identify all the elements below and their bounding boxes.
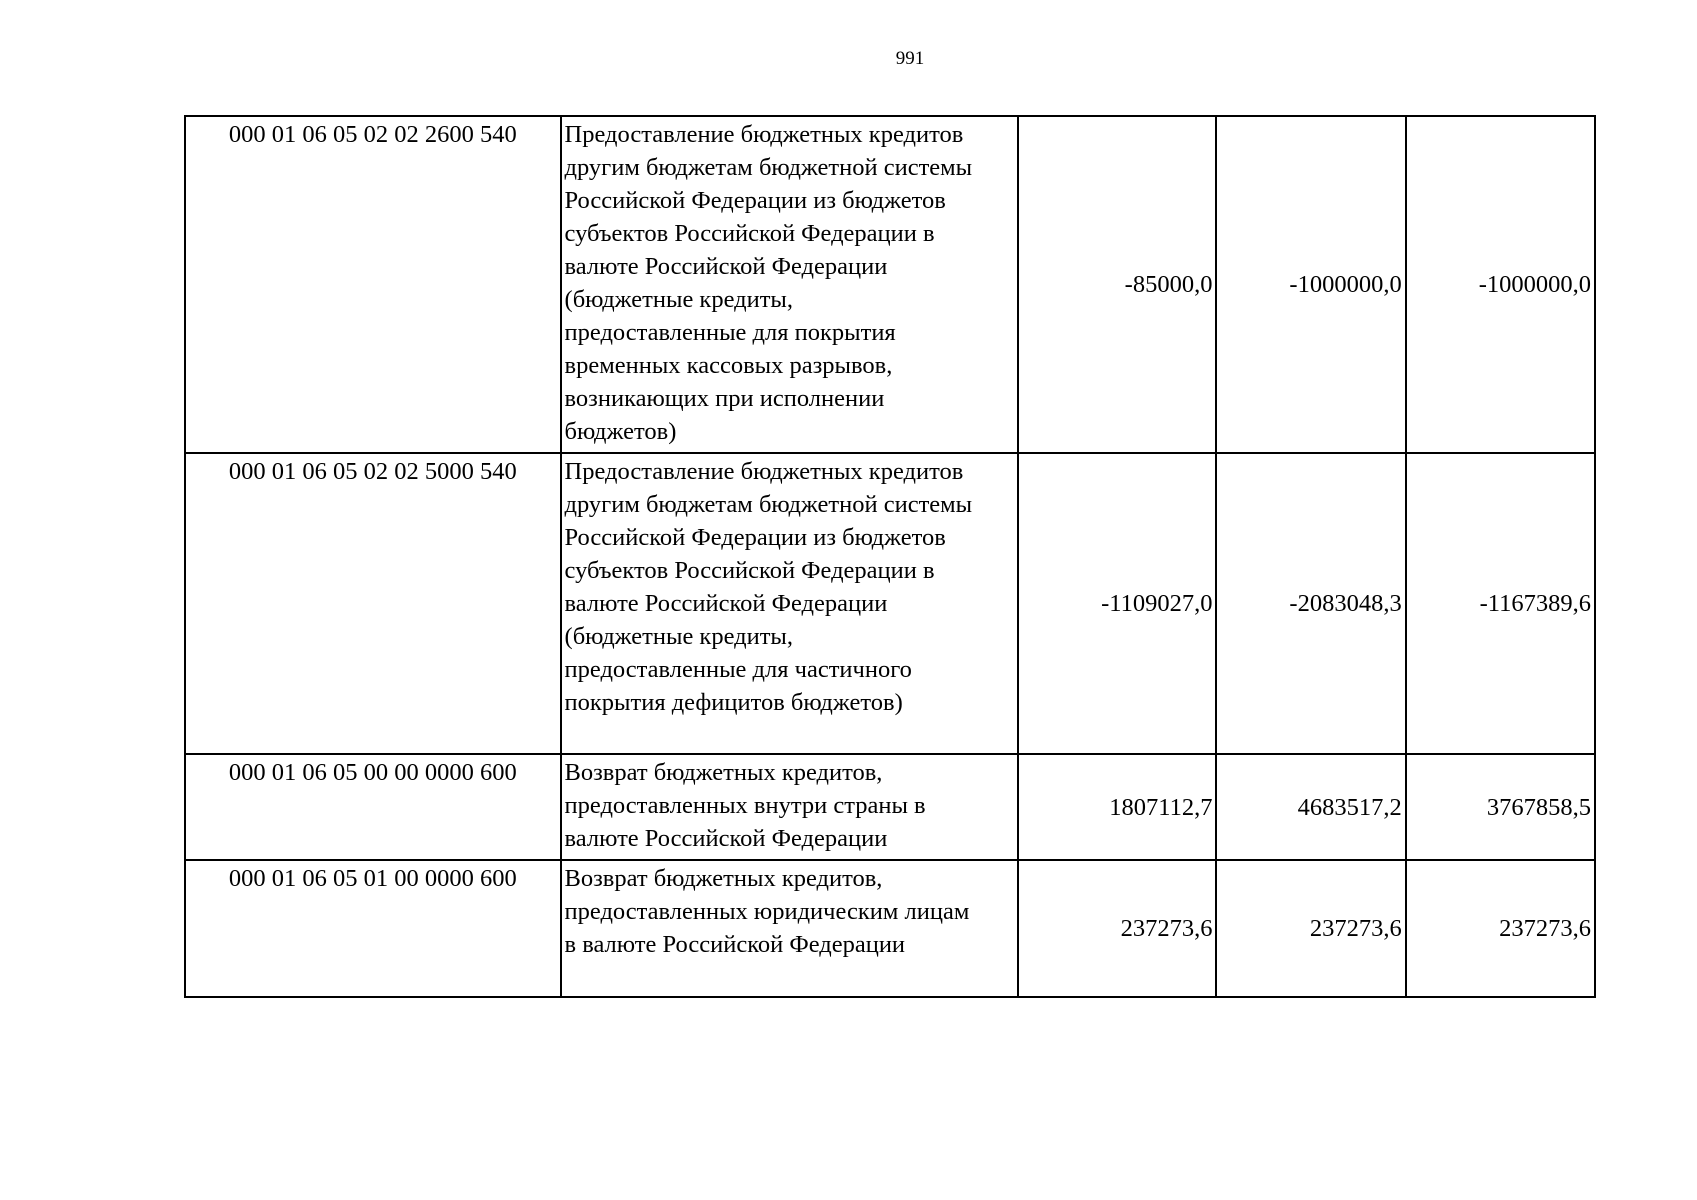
description-cell xyxy=(561,754,1019,860)
amount-cell-1: 1807112,7 xyxy=(1018,754,1216,860)
amount-cell-2: -1000000,0 xyxy=(1216,116,1405,453)
description-line: валюте Российской Федерации xyxy=(564,590,888,617)
table-row xyxy=(185,754,1595,860)
budget-code-cell: 000 01 06 05 02 02 5000 540 xyxy=(185,453,561,754)
amount-cell-3: 3767858,5 xyxy=(1406,754,1595,860)
description-line: Российской Федерации из бюджетов xyxy=(564,524,946,551)
description-line: Возврат бюджетных кредитов, xyxy=(564,865,883,892)
description-line: другим бюджетам бюджетной системы xyxy=(564,491,973,518)
description-line: покрытия дефицитов бюджетов) xyxy=(564,689,903,716)
description-line: предоставленных внутри страны в xyxy=(564,792,926,819)
description-line: Возврат бюджетных кредитов, xyxy=(564,759,883,786)
description-line: предоставленные для покрытия xyxy=(564,319,896,346)
budget-code-cell: 000 01 06 05 02 02 2600 540 xyxy=(185,116,561,453)
amount-cell-3: 237273,6 xyxy=(1406,860,1595,997)
description-line: субъектов Российской Федерации в xyxy=(564,557,935,584)
description-line: бюджетов) xyxy=(564,418,677,445)
description-line: валюте Российской Федерации xyxy=(564,825,888,852)
amount-cell-2: 237273,6 xyxy=(1216,860,1405,997)
description-line: Предоставление бюджетных кредитов xyxy=(564,121,964,148)
budget-table-body xyxy=(185,116,1595,997)
amount-cell-2: -2083048,3 xyxy=(1216,453,1405,754)
description-line: (бюджетные кредиты, xyxy=(564,286,794,313)
amount-cell-3: -1000000,0 xyxy=(1406,116,1595,453)
description-line: (бюджетные кредиты, xyxy=(564,623,794,650)
budget-table xyxy=(184,115,1596,998)
description-cell xyxy=(561,453,1019,754)
description-line: Предоставление бюджетных кредитов xyxy=(564,458,964,485)
table-row xyxy=(185,453,1595,754)
description-line: временных кассовых разрывов, xyxy=(564,352,893,379)
table-row xyxy=(185,860,1595,997)
description-line: в валюте Российской Федерации xyxy=(564,931,906,958)
description-line: Российской Федерации из бюджетов xyxy=(564,187,946,214)
description-line: предоставленных юридическим лицам xyxy=(564,898,970,925)
description-cell xyxy=(561,860,1019,997)
description-line: валюте Российской Федерации xyxy=(564,253,888,280)
description-cell xyxy=(561,116,1019,453)
amount-cell-3: -1167389,6 xyxy=(1406,453,1595,754)
description-line: другим бюджетам бюджетной системы xyxy=(564,154,973,181)
amount-cell-2: 4683517,2 xyxy=(1216,754,1405,860)
description-line: субъектов Российской Федерации в xyxy=(564,220,935,247)
amount-cell-1: -85000,0 xyxy=(1018,116,1216,453)
page-number: 991 xyxy=(895,48,925,69)
description-line: предоставленные для частичного xyxy=(564,656,912,683)
description-line: возникающих при исполнении xyxy=(564,385,885,412)
table-row xyxy=(185,116,1595,453)
budget-code-cell: 000 01 06 05 00 00 0000 600 xyxy=(185,754,561,860)
amount-cell-1: -1109027,0 xyxy=(1018,453,1216,754)
budget-code-cell: 000 01 06 05 01 00 0000 600 xyxy=(185,860,561,997)
amount-cell-1: 237273,6 xyxy=(1018,860,1216,997)
